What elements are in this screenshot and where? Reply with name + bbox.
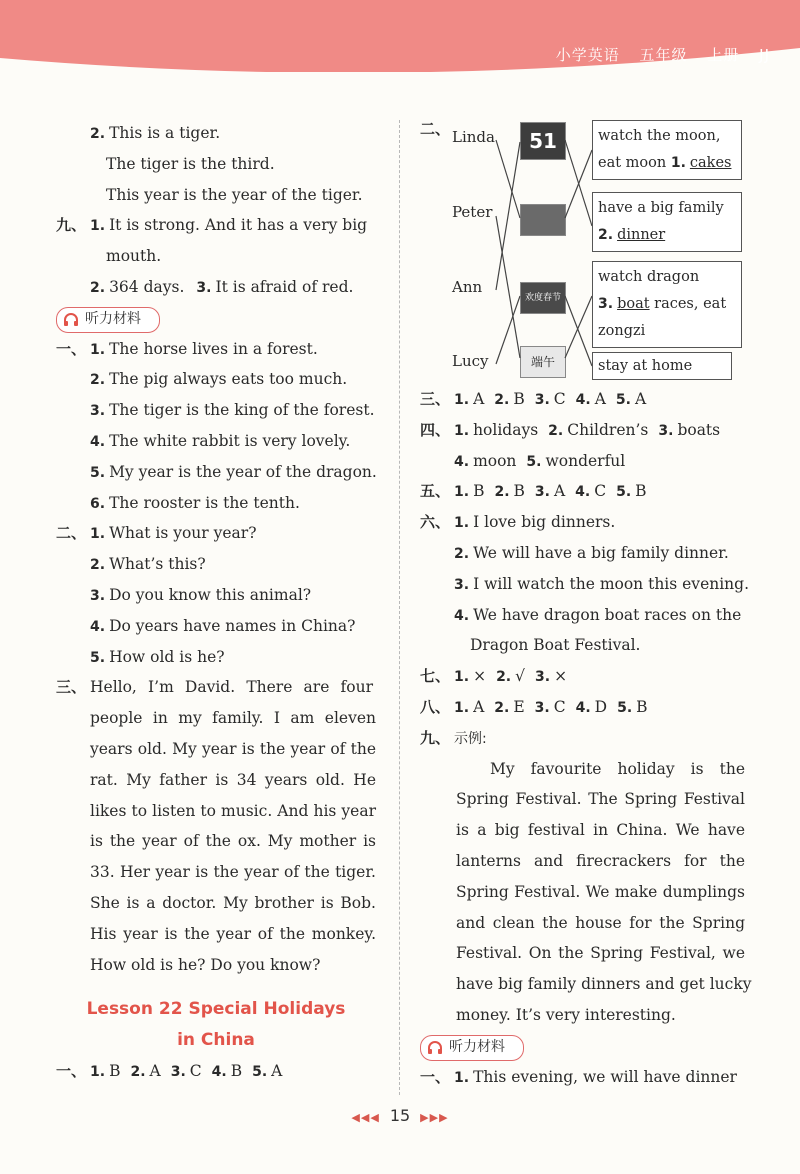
section-marker: 三、 <box>56 678 87 697</box>
answer-line: mouth. <box>106 247 162 266</box>
answer-value: B <box>636 697 648 716</box>
answer-value: B <box>109 1061 121 1080</box>
answer-value: Children’s <box>567 420 649 439</box>
answer-text: This is a tiger. <box>109 124 221 142</box>
item-number: 2. <box>454 545 470 562</box>
blank-number: 3. <box>598 296 614 312</box>
match-name: Linda <box>452 128 495 146</box>
list-item <box>56 642 376 673</box>
activity-box <box>592 120 742 180</box>
list-item <box>420 538 745 569</box>
answer-value: × <box>473 667 487 686</box>
listening-label: 听力材料 <box>449 1039 505 1056</box>
match-name: Peter <box>452 203 493 221</box>
answer-value: A <box>271 1061 283 1080</box>
item-number: 2. <box>90 372 106 389</box>
answer-line <box>56 118 376 149</box>
section-marker: 四、 <box>420 420 451 439</box>
answer-row <box>420 476 745 507</box>
header-labels <box>542 44 770 65</box>
answer-value: A <box>594 390 606 408</box>
item-number: 3. <box>535 669 551 686</box>
answer-value: C <box>594 482 607 501</box>
item-text: The white rabbit is very lovely. <box>109 431 351 450</box>
activity-box <box>592 261 742 348</box>
item-text: The tiger is the king of the forest. <box>109 401 375 420</box>
passage-line: His year is the year of the monkey. <box>90 924 376 943</box>
answer-row <box>420 692 745 723</box>
item-text: We will have a big family dinner. <box>473 543 729 562</box>
item-number: 1. <box>454 392 470 408</box>
activity-text: races, eat <box>649 296 727 312</box>
item-text: What is your year? <box>109 524 257 543</box>
answer-value: moon <box>473 451 517 470</box>
next-arrows-icon: ▶▶▶ <box>420 1111 449 1124</box>
header-subject: 小学英语 <box>555 46 620 64</box>
item-number: 5. <box>252 1063 268 1080</box>
list-item <box>420 507 745 538</box>
answer-value: D <box>594 697 608 716</box>
item-number: 4. <box>575 484 591 501</box>
item-text: The horse lives in a forest. <box>109 339 318 358</box>
item-number: 4. <box>575 699 591 716</box>
example-label: 示例: <box>454 730 487 747</box>
activity-text: eat moon <box>598 155 671 171</box>
item-number: 4. <box>90 433 106 450</box>
essay-line: My favourite holiday is the <box>490 759 745 778</box>
filled-blank: cakes <box>689 155 732 171</box>
page-number: 15 <box>389 1106 411 1125</box>
listening-material-tag <box>56 307 160 333</box>
answer-row <box>56 1056 376 1087</box>
lesson-title: Lesson 22 Special Holidays <box>86 999 346 1020</box>
item-text: The rooster is the tenth. <box>109 493 300 512</box>
item-number: 3. <box>196 279 212 296</box>
essay-line: money. It’s very interesting. <box>456 1005 676 1024</box>
item-number: 1. <box>90 526 106 543</box>
listening-tag-row <box>420 1031 745 1062</box>
item-number: 4. <box>454 453 470 470</box>
item-number: 3. <box>658 422 674 439</box>
answer-value: A <box>473 697 485 716</box>
item-number: 4. <box>575 392 591 408</box>
item-number: 2. <box>90 279 106 296</box>
answer-value: × <box>554 667 568 686</box>
item-number: 2. <box>494 392 510 408</box>
passage-line: She is a doctor. My brother is Bob. <box>90 893 376 912</box>
list-item <box>420 600 745 631</box>
item-number: 3. <box>170 1063 186 1080</box>
header-grade: 五年级 <box>639 46 688 64</box>
passage-line: likes to listen to music. And his year <box>90 801 376 820</box>
passage-line: rat. My father is 34 years old. He <box>90 770 376 789</box>
list-item-continuation: Dragon Boat Festival. <box>470 636 641 655</box>
example-heading <box>420 723 745 754</box>
activity-text: stay at home <box>598 358 693 374</box>
listening-tag-row <box>56 303 376 334</box>
list-item <box>420 569 750 600</box>
activity-box <box>592 352 732 380</box>
answer-value: A <box>553 482 566 501</box>
section-marker: 七、 <box>420 667 451 686</box>
list-item <box>420 1062 745 1093</box>
column-divider <box>399 120 400 1095</box>
activity-box <box>592 192 742 252</box>
answer-value: A <box>473 390 485 408</box>
item-number: 2. <box>90 126 106 142</box>
activity-text: watch dragon <box>598 269 700 285</box>
item-number: 2. <box>496 669 512 686</box>
list-item <box>56 549 376 580</box>
passage-text: Hello, I’m David. There are four <box>90 678 373 697</box>
answer-value: C <box>553 697 566 716</box>
answer-line: The tiger is the third. <box>106 154 275 173</box>
answer-value: E <box>513 697 525 716</box>
list-item <box>56 580 376 611</box>
list-item <box>56 518 376 549</box>
lesson-subtitle: in China <box>177 1030 255 1051</box>
answer-value: √ <box>515 667 526 686</box>
item-text: Do years have names in China? <box>109 616 356 635</box>
section-marker: 一、 <box>56 1061 87 1080</box>
answer-value: A <box>149 1061 161 1080</box>
item-text: We have dragon boat races on the <box>473 605 742 624</box>
answer-text: It is strong. And it has a very big <box>109 216 368 235</box>
essay-line: is a big festival in China. We have <box>456 821 745 840</box>
item-number: 1. <box>454 422 470 439</box>
headphones-icon <box>427 1041 443 1055</box>
answer-value: wonderful <box>545 451 626 470</box>
answer-line: This year is the year of the tiger. <box>106 185 363 204</box>
item-number: 4. <box>454 607 470 624</box>
list-item <box>56 457 376 488</box>
left-column <box>56 118 376 1087</box>
match-name: Ann <box>452 278 483 296</box>
activity-text: have a big family <box>598 200 724 216</box>
item-text: I will watch the moon this evening. <box>473 574 750 593</box>
answer-row <box>420 415 745 446</box>
item-number: 1. <box>454 515 470 532</box>
listening-label: 听力材料 <box>85 311 141 328</box>
item-text: My year is the year of the dragon. <box>109 462 377 481</box>
item-number: 3. <box>90 403 106 420</box>
item-number: 4. <box>90 618 106 635</box>
item-number: 2. <box>130 1063 146 1080</box>
item-text: Do you know this animal? <box>109 585 312 604</box>
section-marker: 五、 <box>420 482 451 501</box>
section-marker: 八、 <box>420 697 451 716</box>
item-number: 3. <box>454 576 470 593</box>
section-marker: 一、 <box>420 1067 451 1086</box>
list-item <box>56 334 376 365</box>
item-number: 5. <box>90 464 106 481</box>
section-marker: 二、 <box>56 524 87 543</box>
item-number: 3. <box>90 587 106 604</box>
listening-material-tag <box>420 1035 524 1061</box>
item-number: 3. <box>534 699 550 716</box>
filled-blank: boat <box>617 296 650 312</box>
answer-row <box>420 661 745 692</box>
answer-value: C <box>553 390 566 408</box>
item-text: I love big dinners. <box>473 513 616 532</box>
item-number: 5. <box>526 453 542 470</box>
list-item <box>56 488 376 519</box>
answer-line <box>56 272 376 303</box>
item-text: This evening, we will have dinner <box>473 1067 737 1086</box>
match-name: Lucy <box>452 352 489 370</box>
blank-number: 2. <box>598 227 614 243</box>
item-number: 3. <box>534 392 550 408</box>
section-marker: 九、 <box>56 216 87 235</box>
item-text: How old is he? <box>109 647 225 666</box>
header-edition: JJ <box>759 46 770 64</box>
essay-line: and clean the house for the Spring <box>456 913 745 932</box>
section-marker: 一、 <box>56 339 87 358</box>
answer-value: holidays <box>473 420 539 439</box>
item-number: 2. <box>494 699 510 716</box>
header-volume: 上册 <box>707 46 740 64</box>
item-number: 1. <box>454 669 470 686</box>
list-item <box>56 395 376 426</box>
matching-exercise <box>420 118 745 380</box>
right-column <box>420 118 752 1092</box>
filled-blank: dinner <box>617 227 666 243</box>
section-9-line <box>56 210 376 241</box>
headphones-icon <box>63 313 79 327</box>
item-number: 1. <box>454 1069 470 1086</box>
page-footer <box>0 1106 800 1125</box>
item-number: 1. <box>454 699 470 716</box>
passage-line: people in my family. I am eleven <box>90 709 376 728</box>
header-band <box>0 0 800 72</box>
answer-row <box>420 446 745 477</box>
item-number: 2. <box>494 484 510 501</box>
item-number: 5. <box>615 392 631 408</box>
passage-line: How old is he? Do you know? <box>90 955 321 974</box>
item-text: What’s this? <box>109 555 206 574</box>
prev-arrows-icon: ◀◀◀ <box>351 1111 380 1124</box>
essay-line: Festival. On the Spring Festival, we <box>456 944 745 963</box>
answer-value: C <box>189 1061 202 1080</box>
item-number: 1. <box>90 1063 106 1080</box>
answer-value: B <box>230 1061 243 1080</box>
list-item <box>56 611 376 642</box>
image-caption: 端午 <box>530 355 555 369</box>
essay-line: have big family dinners and get lucky <box>456 975 752 994</box>
item-number: 2. <box>90 557 106 574</box>
item-number: 3. <box>534 484 550 501</box>
answer-row <box>420 384 745 415</box>
answer-value: A <box>634 390 647 408</box>
item-number: 4. <box>211 1063 227 1080</box>
essay-line: Spring Festival. We make dumplings <box>456 882 745 901</box>
item-number: 5. <box>616 484 632 501</box>
image-caption: 欢度春节 <box>524 293 561 303</box>
answer-text: 364 days. <box>109 277 185 296</box>
passage-line <box>56 672 376 703</box>
answer-value: B <box>473 482 485 501</box>
item-number: 2. <box>548 422 564 439</box>
item-number: 1. <box>454 484 470 501</box>
section-marker: 六、 <box>420 513 451 532</box>
section-marker: 九、 <box>420 728 451 747</box>
activity-text: zongzi <box>598 323 646 339</box>
blank-number: 1. <box>670 155 686 171</box>
item-number: 1. <box>90 218 106 235</box>
passage-line: is the year of the ox. My mother is <box>90 832 376 851</box>
answer-value: B <box>513 482 525 501</box>
answer-value: B <box>635 482 647 501</box>
item-number: 5. <box>90 649 106 666</box>
essay-line: lanterns and firecrackers for the <box>456 851 745 870</box>
section-marker: 二、 <box>420 120 451 138</box>
list-item <box>56 426 376 457</box>
section-marker: 三、 <box>420 390 451 408</box>
list-item <box>56 364 376 395</box>
essay-line: Spring Festival. The Spring Festival <box>456 790 745 809</box>
item-text: The pig always eats too much. <box>109 370 348 389</box>
activity-text: watch the moon, <box>598 128 721 144</box>
answer-text: It is afraid of red. <box>215 277 354 296</box>
answer-value: B <box>513 390 525 408</box>
item-number: 6. <box>90 495 106 512</box>
item-number: 1. <box>90 341 106 358</box>
image-caption: 51 <box>529 129 557 153</box>
passage-line: 33. Her year is the year of the tiger. <box>90 863 376 882</box>
item-number: 5. <box>617 699 633 716</box>
answer-value: boats <box>677 420 721 439</box>
passage-line: years old. My year is the year of the <box>90 739 376 758</box>
